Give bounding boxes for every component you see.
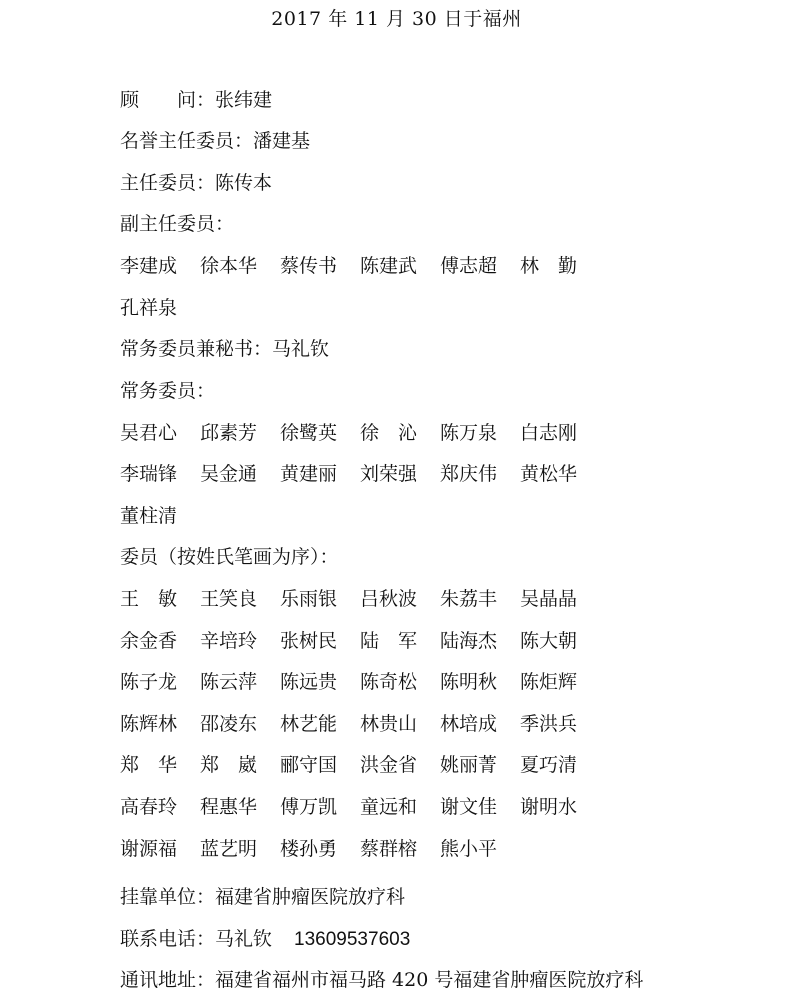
address-value: 福建省福州市福马路 420 号福建省肿瘤医院放疗科 [215,969,644,991]
member-name: 童远和 [360,796,418,818]
member-name: 董柱清 [120,505,178,527]
member-name: 王笑良 [200,588,258,610]
member-name: 徐本华 [200,255,258,277]
affiliation-line [120,884,405,910]
director-label: 主任委员： [120,172,216,194]
member-name: 徐鹭英 [280,422,338,444]
standing-secretary-label: 常务委员兼秘书： [120,338,273,360]
member-name: 张树民 [280,630,338,652]
director-line [120,170,272,196]
honorary-director-name: 潘建基 [253,130,311,152]
member-name: 姚丽菁 [440,754,498,776]
address-line [120,967,643,993]
honorary-director-line [120,128,310,154]
affiliation-value: 福建省肿瘤医院放疗科 [215,886,406,908]
member-name: 乐雨银 [280,588,338,610]
member-name: 吴君心 [120,422,178,444]
member-name: 郑 华 [120,754,178,776]
member-name: 吴金通 [200,463,258,485]
member-name: 谢明水 [520,796,578,818]
member-name: 黄建丽 [280,463,338,485]
member-name: 蓝艺明 [200,838,258,860]
phone-label: 联系电话： [120,928,216,950]
member-name: 傅万凯 [280,796,338,818]
member-name: 林贵山 [360,713,418,735]
member-name: 陆 军 [360,630,418,652]
member-name: 陈明秋 [440,671,498,693]
member-name: 林艺能 [280,713,338,735]
member-name: 郑 崴 [200,754,258,776]
advisor-line [120,87,272,113]
member-name: 李瑞锋 [120,463,178,485]
phone-contact-name: 马礼钦 [215,928,273,950]
member-name: 陆海杰 [440,630,498,652]
member-name: 朱荔丰 [440,588,498,610]
member-name: 徐 沁 [360,422,418,444]
date-line: 2017 年 11 月 30 日于福州 [271,8,522,30]
advisor-label: 顾 问： [120,89,216,111]
phone-line [120,926,410,953]
member-name: 李建成 [120,255,178,277]
member-name: 吕秋波 [360,588,418,610]
member-name: 陈奇松 [360,671,418,693]
honorary-director-label: 名誉主任委员： [120,130,254,152]
director-name: 陈传本 [215,172,273,194]
standing-secretary-name: 马礼钦 [272,338,330,360]
member-name: 黄松华 [520,463,578,485]
member-name: 傅志超 [440,255,498,277]
phone-number: 13609537603 [294,929,411,950]
member-name: 陈子龙 [120,671,178,693]
member-name: 王 敏 [120,588,178,610]
member-name: 季洪兵 [520,713,578,735]
member-name: 陈万泉 [440,422,498,444]
member-name: 蔡群榕 [360,838,418,860]
member-name: 刘荣强 [360,463,418,485]
advisor-name: 张纬建 [215,89,273,111]
member-name: 邱素芳 [200,422,258,444]
address-label: 通讯地址： [120,969,216,991]
member-name: 程惠华 [200,796,258,818]
members-heading: 委员（按姓氏笔画为序）： [120,546,339,568]
member-name: 林 勤 [520,255,578,277]
member-name: 辛培玲 [200,630,258,652]
member-name: 谢文佳 [440,796,498,818]
member-name: 郑庆伟 [440,463,498,485]
affiliation-label: 挂靠单位： [120,886,216,908]
member-name: 陈辉林 [120,713,178,735]
standing-members-heading: 常务委员： [120,380,216,402]
member-name: 高春玲 [120,796,178,818]
member-name: 陈炬辉 [520,671,578,693]
member-name: 蔡传书 [280,255,338,277]
member-name: 谢源福 [120,838,178,860]
member-name: 陈建武 [360,255,418,277]
member-name: 洪金省 [360,754,418,776]
member-name: 邵凌东 [200,713,258,735]
vice-directors-heading: 副主任委员： [120,213,235,235]
member-name: 郦守国 [280,754,338,776]
member-name: 白志刚 [520,422,578,444]
standing-secretary-line [120,336,329,362]
member-name: 熊小平 [440,838,498,860]
member-name: 林培成 [440,713,498,735]
member-name: 孔祥泉 [120,297,178,319]
member-name: 夏巧清 [520,754,578,776]
member-name: 陈远贵 [280,671,338,693]
member-name: 陈云萍 [200,671,258,693]
member-name: 余金香 [120,630,178,652]
member-name: 楼孙勇 [280,838,338,860]
member-name: 吴晶晶 [520,588,578,610]
member-name: 陈大朝 [520,630,578,652]
